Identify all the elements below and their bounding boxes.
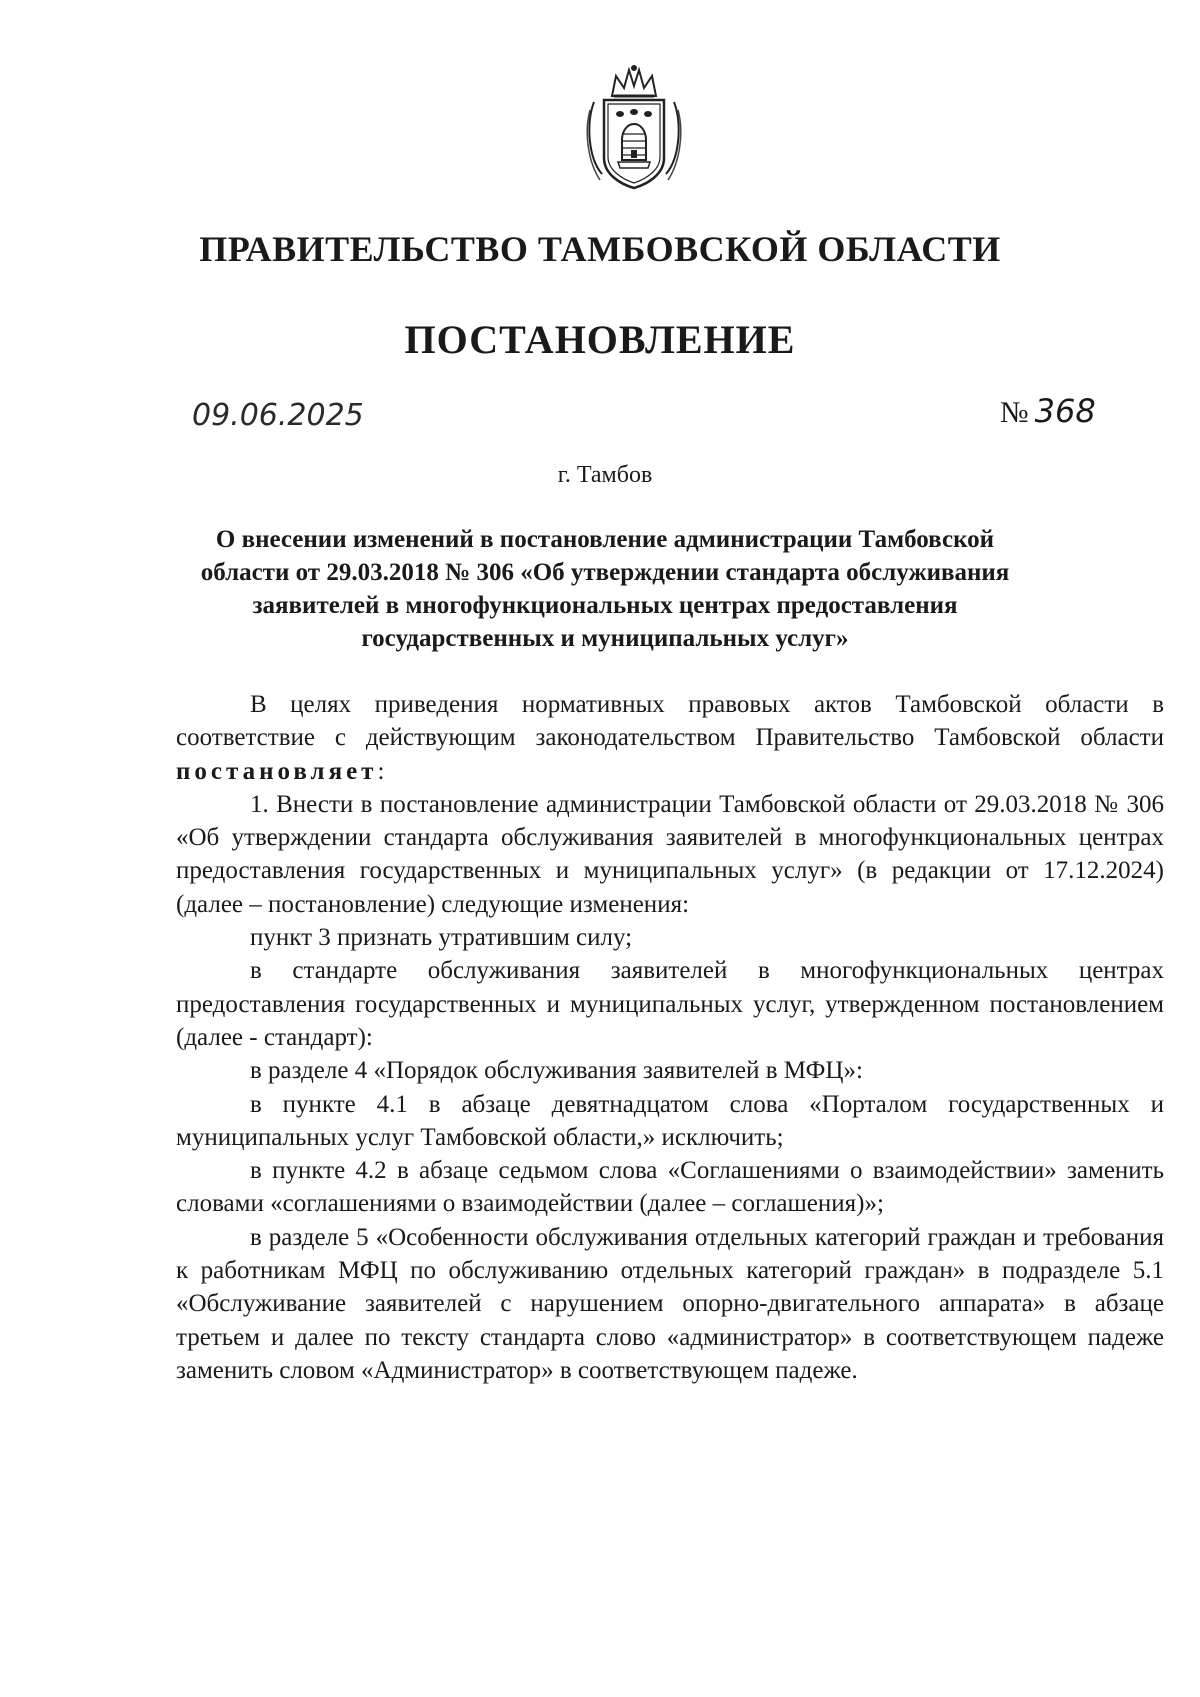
paragraph-5: в пункте 4.1 в абзаце девятнадцатом слова «Порталом государственных и муниципальных услуг Тамбовской области,» исключить;	[176, 1090, 1164, 1151]
document-type: ПОСТАНОВЛЕНИЕ	[404, 317, 796, 362]
document-subject: О внесении изменений в постановление администрации Тамбовской области от 29.03.2018 № 306 «Об утверждении стандарта обслуживания заявителей в многофункциональных центрах предоставления государственных и муниципальных услуг»	[200, 526, 1010, 652]
decree-word: постановляет	[176, 757, 378, 785]
number-sign: №	[1000, 396, 1029, 429]
preamble-text: В целях приведения нормативных правовых актов Тамбовской области в соответствие с действующим законодательством Правительство Тамбовской области	[176, 691, 1164, 752]
paragraph-6: в пункте 4.2 в абзаце седьмом слова «Соглашениями о взаимодействии» заменить словами «соглашениями о взаимодействии (далее – соглашения)»;	[176, 1157, 1164, 1218]
preamble-colon: :	[377, 757, 385, 785]
number-value: 368	[1034, 392, 1096, 430]
government-title: ПРАВИТЕЛЬСТВО ТАМБОВСКОЙ ОБЛАСТИ	[199, 229, 1001, 269]
document-date: 09.06.2025	[192, 398, 364, 433]
paragraph-4: в разделе 4 «Порядок обслуживания заявителей в МФЦ»:	[250, 1057, 863, 1085]
paragraph-7: в разделе 5 «Особенности обслуживания отдельных категорий граждан и требования к работникам МФЦ по обслуживанию отдельных категорий граждан» в подразделе 5.1 «Обслуживание заявителей с нарушением опорно-двигательного аппарата» в абзаце третьем и далее по тексту стандарта слово «администратор» в соответствующем падеже заменить словом «Администратор» в соответствующем падеже.	[176, 1223, 1164, 1384]
city: г. Тамбов	[557, 462, 653, 488]
coat-of-arms-icon	[582, 62, 686, 192]
preamble-paragraph	[176, 688, 1164, 788]
document-number	[1000, 392, 1096, 430]
paragraph-3: в стандарте обслуживания заявителей в многофункциональных центрах предоставления государственных и муниципальных услуг, утвержденном постановлением (далее - стандарт):	[176, 957, 1164, 1051]
document-body	[176, 688, 1164, 1387]
paragraph-2: пункт 3 признать утратившим силу;	[250, 924, 633, 952]
paragraph-1: 1. Внести в постановление администрации Тамбовской области от 29.03.2018 № 306 «Об утверждении стандарта обслуживания заявителей в многофункциональных центрах предоставления государственных и муниципальных услуг» (в редакции от 17.12.2024) (далее – постановление) следующие изменения:	[176, 790, 1164, 918]
